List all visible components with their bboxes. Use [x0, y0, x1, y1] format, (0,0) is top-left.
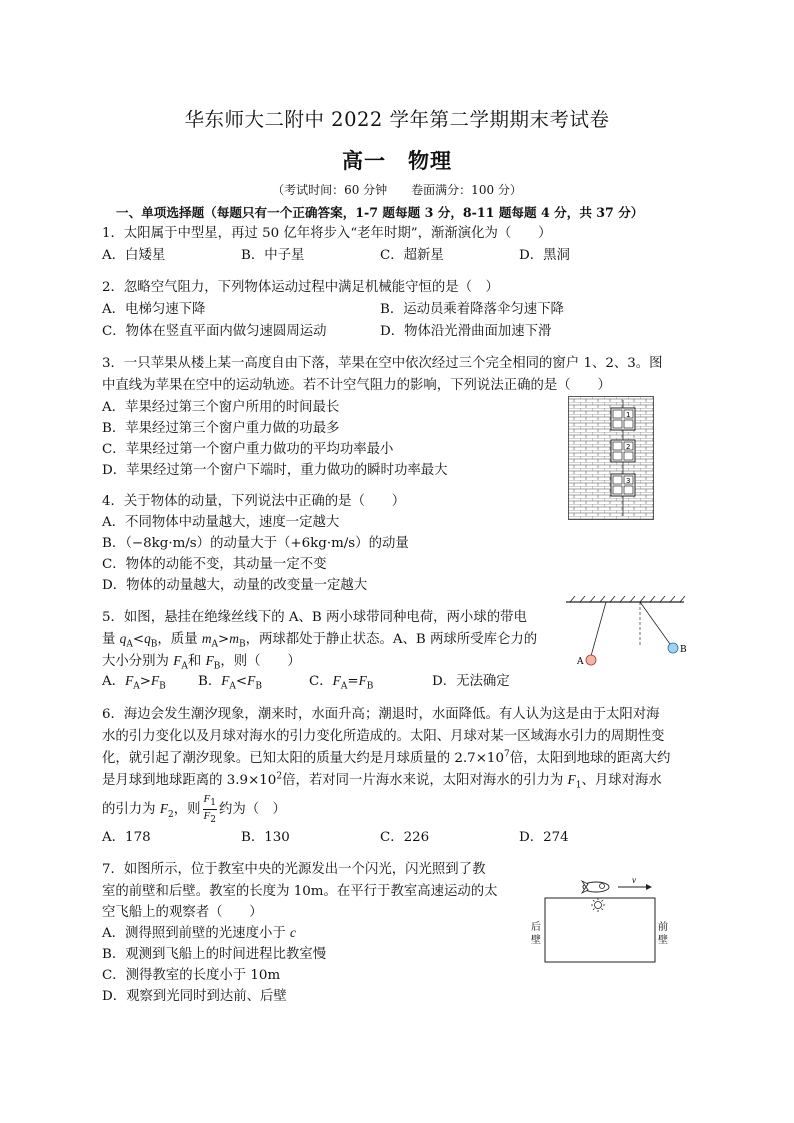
back-wall-label-1: 后	[531, 922, 541, 933]
q2-option-b: B．运动员乘着降落伞匀速下降	[380, 302, 564, 317]
q5-option-d: D．无法确定	[432, 674, 510, 689]
q6-option-b: B．130	[241, 830, 290, 845]
velocity-label: v	[632, 875, 636, 885]
q6-line5: 的引力为 $F_2$，则 $\frac{F_1}{F_2}$ 约为（ ）	[102, 793, 286, 826]
q2-option-a: A．电梯匀速下降	[102, 302, 206, 317]
q3-option-a: A．苹果经过第三个窗户所用的时间最长	[102, 400, 340, 415]
front-wall-label-2: 壁	[658, 935, 668, 946]
q2-option-d: D．物体沿光滑曲面加速下滑	[380, 324, 552, 339]
q7-line3: 空飞船上的观察者（ ）	[102, 905, 263, 920]
q6-line2: 水的引力变化以及月球对海水的引力变化所造成的。太阳、月球对某一区域海水引力的周期性变	[102, 729, 665, 744]
q5-option-a: A．$F_A>F_B$	[102, 673, 166, 692]
q6-line4: 是月球到地球距离的 $3.9\times 10^2$倍，若对同一片海水来说，太阳对海水的引力为 $F_1$、月球对海水	[102, 771, 662, 791]
force-ratio-fraction: $\frac{F_1}{F_2}$	[203, 793, 216, 826]
q3-option-d: D．苹果经过第一个窗户下端时，重力做功的瞬时功率最大	[102, 463, 448, 478]
q4-option-a: A．不同物体中动量越大，速度一定越大	[102, 515, 340, 530]
q7-option-d: D．观察到光同时到达前、后壁	[102, 989, 287, 1004]
q1-stem: 1．太阳属于中型星，再过 50 亿年将步入“老年时期”，渐渐演化为（ ）	[102, 226, 552, 241]
brick-wall-figure	[568, 396, 654, 520]
window-3	[611, 474, 635, 496]
q5-option-c: C．$F_A=F_B$	[309, 673, 374, 692]
q3-option-b: B．苹果经过第三个窗户重力做的功最多	[102, 421, 340, 436]
exam-title: 华东师大二附中 2022 学年第二学期期末考试卷	[184, 108, 610, 131]
q6-line1: 6．海边会发生潮汐现象，潮来时，水面升高；潮退时，水面降低。有人认为这是由于太阳对海	[102, 707, 660, 722]
q6-option-d: D．274	[519, 830, 569, 845]
ball-a	[586, 655, 596, 665]
q3-option-c: C．苹果经过第一个窗户重力做功的平均功率最小	[102, 442, 394, 457]
exam-info: （考试时间：60 分钟 卷面满分：100 分）	[272, 183, 522, 197]
ball-b	[668, 643, 678, 653]
window-1-label: 1	[626, 411, 631, 419]
back-wall-label-2: 壁	[531, 935, 541, 946]
charged-balls-figure	[562, 594, 692, 672]
q4-option-d: D．物体的动量越大，动量的改变量一定越大	[102, 578, 368, 593]
q2-option-c: C．物体在竖直平面内做匀速圆周运动	[102, 324, 327, 339]
window-1	[611, 408, 635, 430]
q4-stem: 4．关于物体的动量，下列说法中正确的是（ ）	[102, 494, 406, 509]
window-3-label: 3	[626, 477, 631, 485]
q2-stem: 2．忽略空气阻力，下列物体运动过程中满足机械能守恒的是（ ）	[102, 280, 499, 295]
q7-line2: 室的前壁和后壁。教室的长度为 10m。在平行于教室高速运动的太	[102, 884, 498, 899]
window-2-label: 2	[626, 443, 631, 451]
q1-option-a: A．白矮星	[102, 248, 166, 263]
window-2	[611, 440, 635, 462]
q7-option-b: B．观测到飞船上的时间进程比教室慢	[102, 947, 327, 962]
q3-stem-line1: 3．一只苹果从楼上某一高度自由下落，苹果在空中依次经过三个完全相同的窗户 1、2、3。图	[102, 356, 663, 371]
q3-stem-line2: 中直线为苹果在空中的运动轨迹。若不计空气阻力的影响，下列说法正确的是（ ）	[102, 378, 611, 393]
q7-line1: 7．如图所示，位于教室中央的光源发出一个闪光，闪光照到了教	[102, 862, 486, 877]
q5-line2: 量 $q_A<q_B$，质量 $m_A>m_B$，两球都处于静止状态。A、B 两球所受库仑力的	[102, 631, 538, 650]
q6-line3: 化，就引起了潮汐现象。已知太阳的质量大约是月球质量的 $2.7\times 10^7$倍，太阳到地球的距离大约	[102, 749, 671, 766]
q4-option-b: B．（−8kg·m/s）的动量大于（+6kg·m/s）的动量	[102, 536, 409, 551]
subject-title: 高一 物理	[342, 148, 452, 173]
ball-a-label: A	[577, 657, 584, 667]
section-heading: 一、单项选择题（每题只有一个正确答案，1-7 题每题 3 分，8-11 题每题 4 分，共 37 分）	[116, 205, 644, 220]
spaceship-icon	[582, 881, 609, 893]
q1-option-b: B．中子星	[241, 248, 305, 263]
q7-option-c: C．测得教室的长度小于 10m	[102, 968, 281, 983]
q6-option-a: A．178	[102, 830, 151, 845]
q5-line1: 5．如图，悬挂在绝缘丝线下的 A、B 两小球带同种电荷，两小球的带电	[102, 610, 527, 625]
q1-option-d: D．黑洞	[519, 248, 570, 263]
front-wall-label-1: 前	[658, 922, 668, 933]
q6-option-c: C．226	[380, 830, 430, 845]
classroom-figure	[528, 874, 688, 968]
q7-option-a: A．测得照到前壁的光速度小于 c	[102, 925, 296, 941]
ball-b-label: B	[680, 645, 687, 655]
q1-option-c: C．超新星	[380, 248, 444, 263]
q5-option-b: B．$F_A<F_B$	[198, 673, 262, 692]
q5-line3: 大小分别为 $F_A$和 $F_B$，则（ ）	[102, 653, 301, 672]
q4-option-c: C．物体的动能不变，其动量一定不变	[102, 557, 327, 572]
